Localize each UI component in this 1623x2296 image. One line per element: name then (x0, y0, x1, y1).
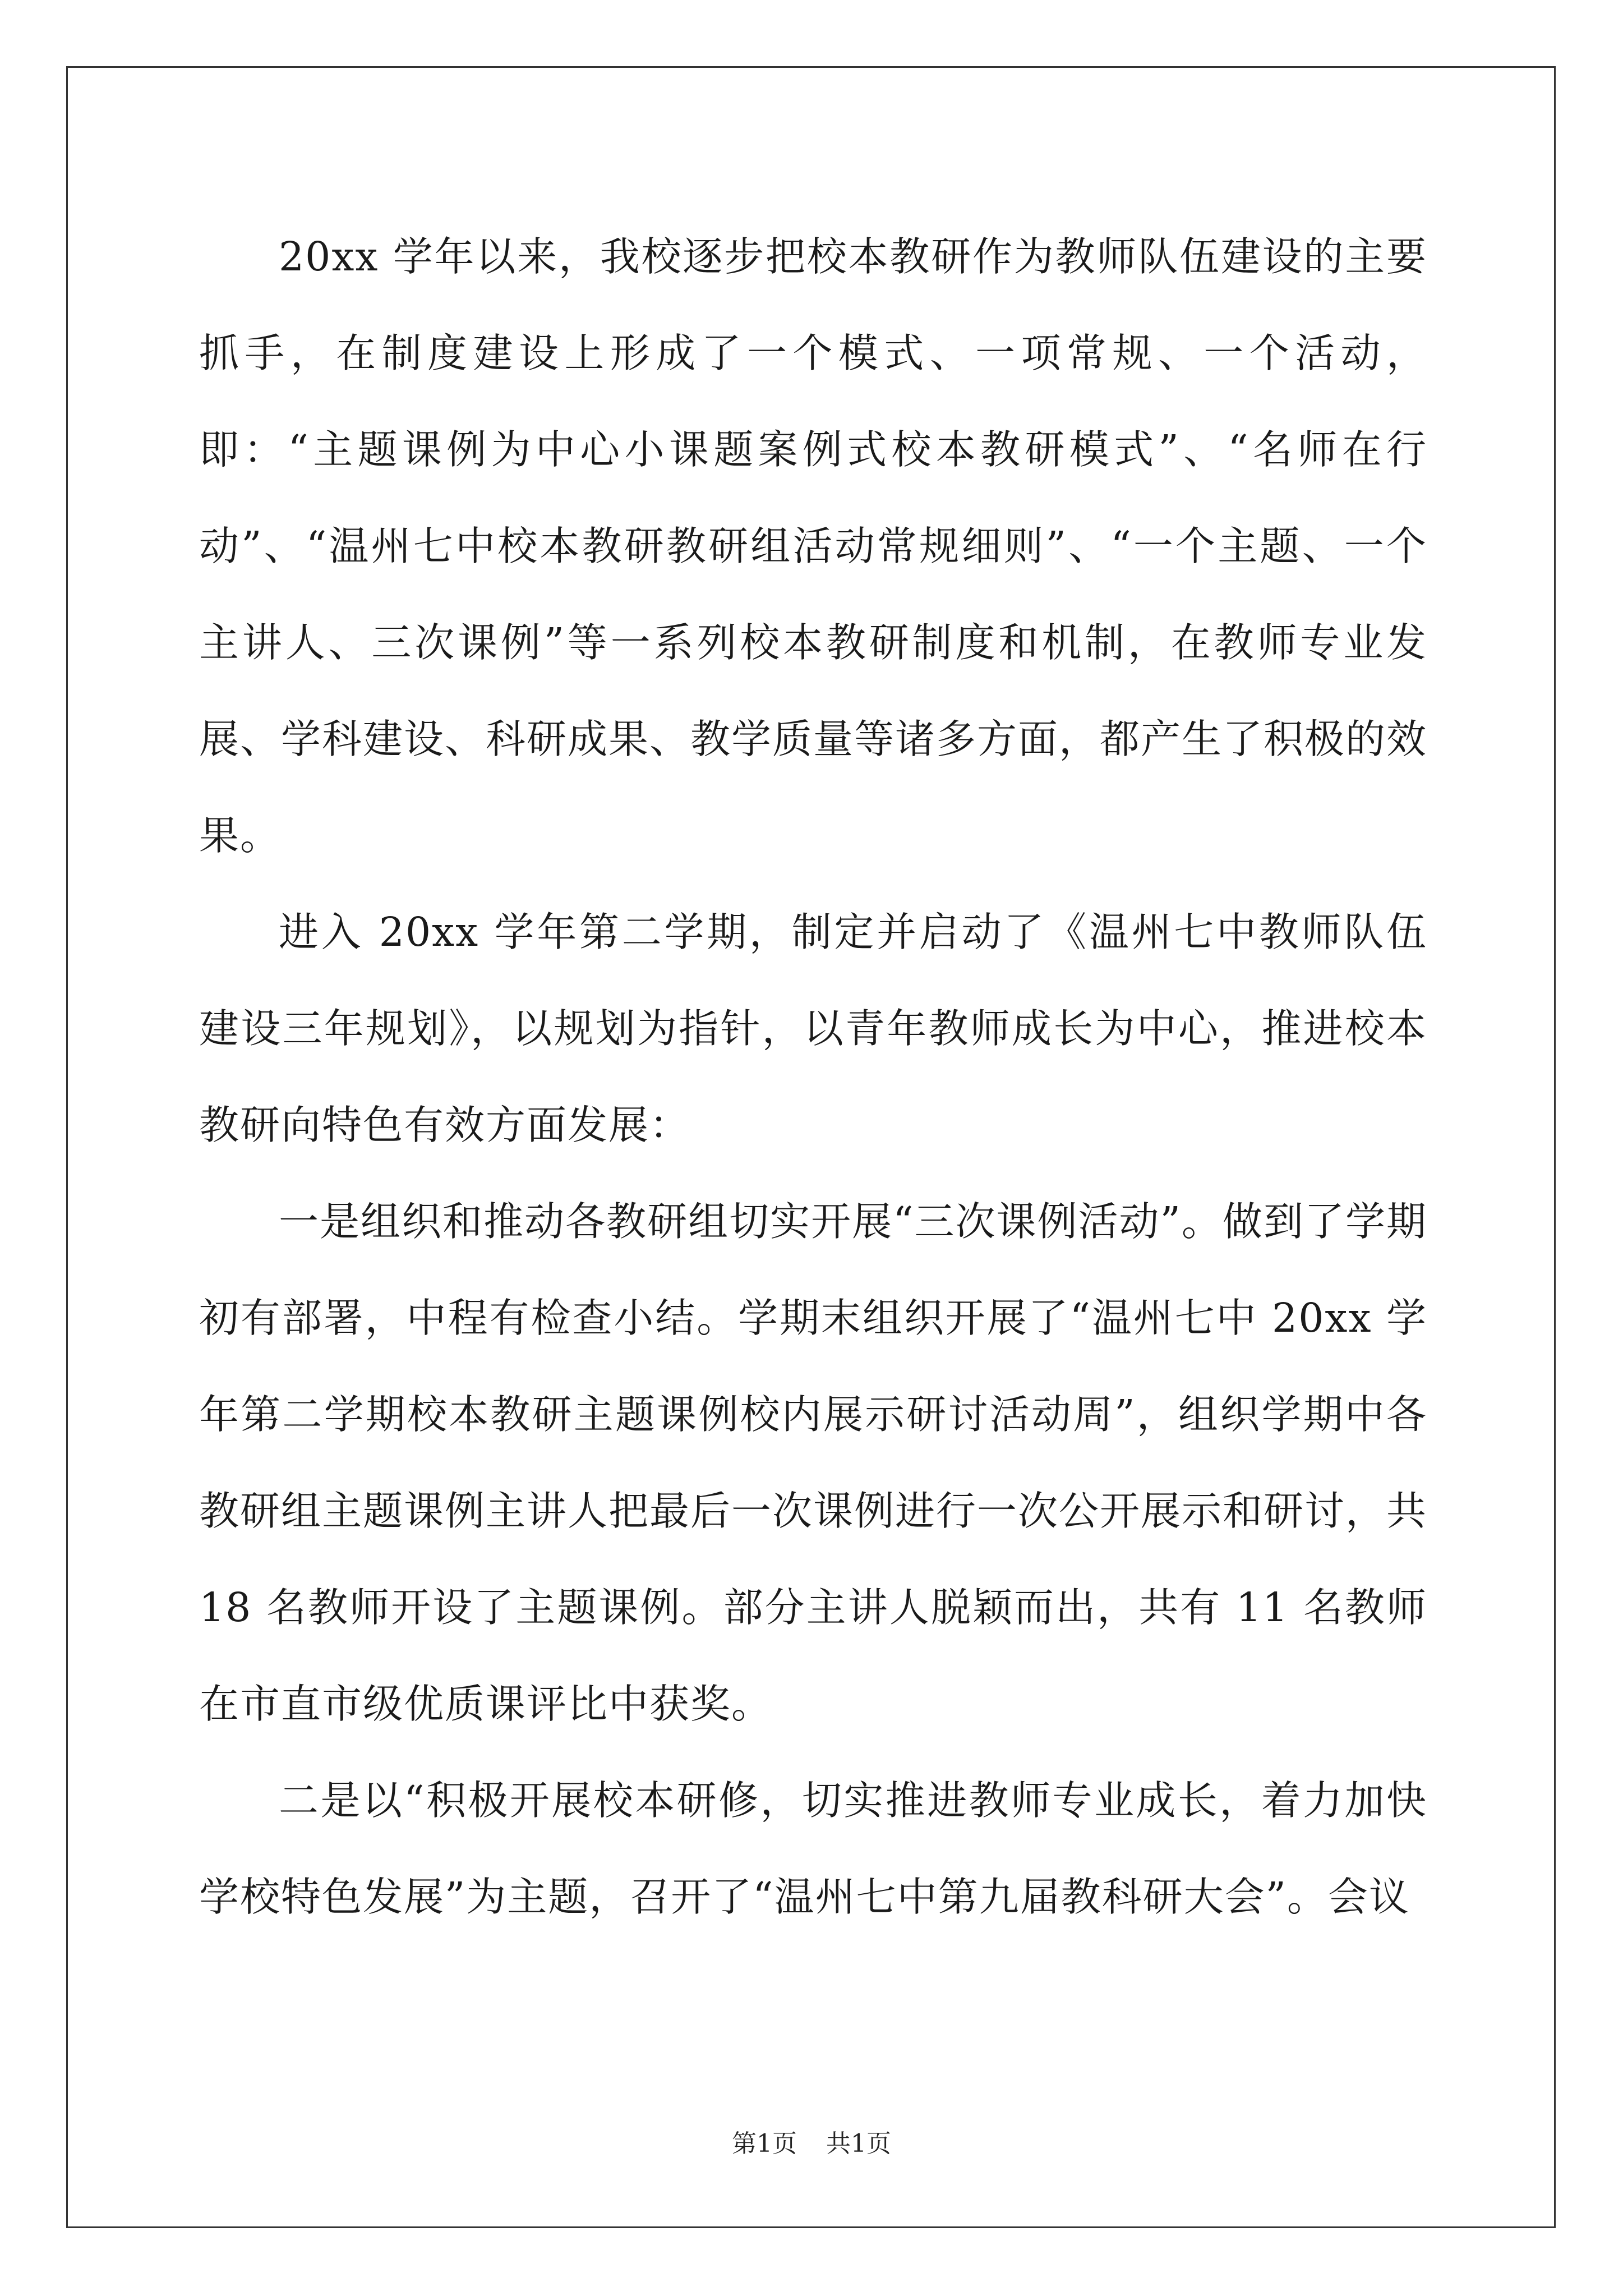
paragraph-1: 20xx 学年以来，我校逐步把校本教研作为教师队伍建设的主要抓手，在制度建设上形成了一个模式、一项常规、一个活动，即：“主题课例为中心小课题案例式校本教研模式”、“名师在行动”、“温州七中校本教研教研组活动常规细则”、“一个主题、一个主讲人、三次课例”等一系列校本教研制度和机制，在教师专业发展、学科建设、科研成果、教学质量等诸多方面，都产生了积极的效果。 (199, 233, 1428, 859)
document-body (199, 209, 1427, 1945)
paragraph-4: 二是以“积极开展校本研修，切实推进教师专业成长，着力加快学校特色发展”为主题，召开了“温州七中第九届教科研大会”。会议 (199, 1777, 1427, 1920)
paragraph-2: 进入 20xx 学年第二学期，制定并启动了《温州七中教师队伍建设三年规划》，以规划为指针，以青年教师成长为中心，推进校本教研向特色有效方面发展： (199, 909, 1427, 1148)
page-total: 共1页 (826, 2129, 891, 2158)
paragraph-3: 一是组织和推动各教研组切实开展“三次课例活动”。做到了学期初有部署，中程有检查小结。学期末组织开展了“温州七中 20xx 学年第二学期校本教研主题课例校内展示研讨活动周”，组织学期中各教研组主题课例主讲人把最后一次课例进行一次公开展示和研讨，共 18 名教师开设了主题课例。部分主讲人脱颖而出，共有 11 名教师在市直市级优质课评比中获奖。 (199, 1198, 1428, 1727)
page-number: 第1页 (732, 2129, 797, 2158)
page-footer (0, 2127, 1623, 2161)
